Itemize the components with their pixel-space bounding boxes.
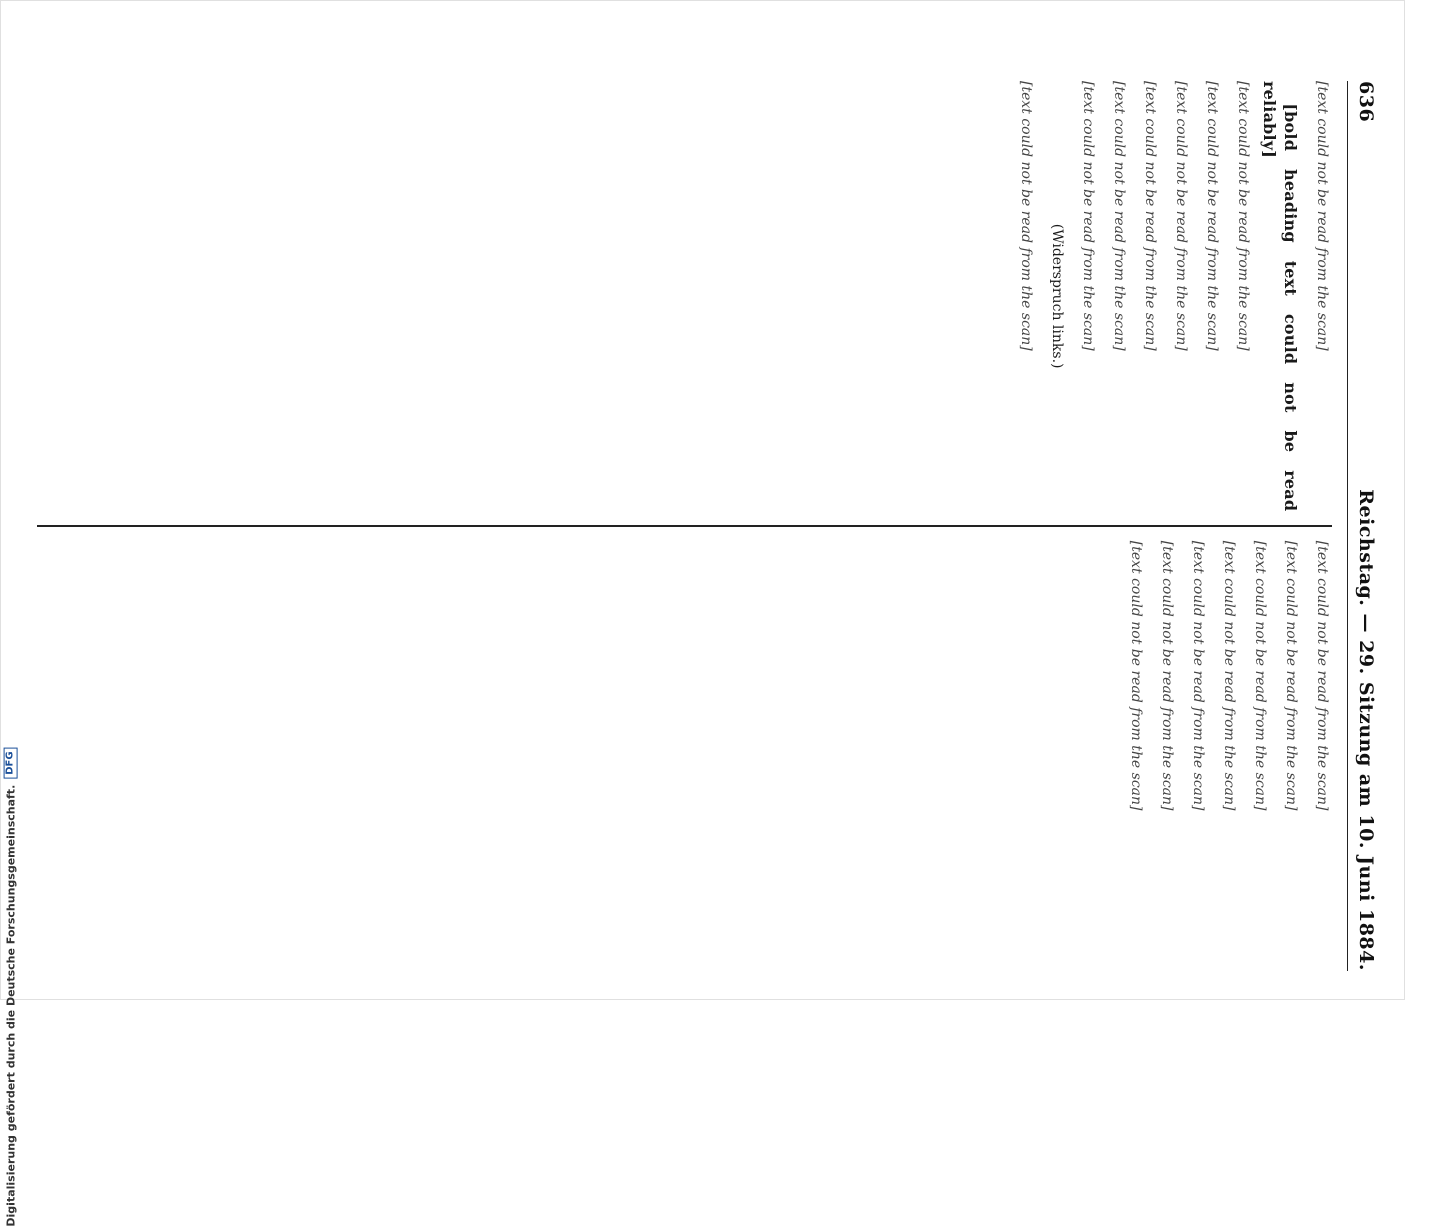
page-header bbox=[1347, 81, 1384, 971]
column-divider bbox=[37, 525, 1332, 527]
digitization-credit-inner bbox=[4, 747, 18, 1226]
paragraph-block-unreadable: [text could not be read from the scan] bbox=[1235, 81, 1251, 351]
paragraph-block-unreadable: [text could not be read from the scan] bbox=[1221, 540, 1237, 811]
right-column bbox=[37, 541, 1332, 971]
paragraph-block-unreadable: [text could not be read from the scan] bbox=[1204, 81, 1220, 351]
paragraph-block-unreadable: [text could not be read from the scan] bbox=[1173, 81, 1189, 351]
page-number: 636 bbox=[1355, 81, 1377, 123]
paragraph-unreadable: [text could not be read from the scan] bbox=[1314, 81, 1330, 351]
paragraph-block-unreadable: [text could not be read from the scan] bbox=[1314, 540, 1330, 811]
paragraph-block-unreadable: [text could not be read from the scan] bbox=[1018, 81, 1034, 351]
paragraph-bold-heading: [bold heading text could not be read reliably] bbox=[1260, 81, 1300, 512]
interjection: (Widerspruch links.) bbox=[1049, 223, 1065, 369]
paragraph-block-unreadable: [text could not be read from the scan] bbox=[1283, 540, 1299, 811]
digitization-credit bbox=[0, 594, 22, 1227]
paragraph-block-unreadable: [text could not be read from the scan] bbox=[1111, 81, 1127, 351]
paragraph-block-unreadable: [text could not be read from the scan] bbox=[1159, 540, 1175, 811]
paragraph-block-unreadable: [text could not be read from the scan] bbox=[1190, 540, 1206, 811]
paragraph-block-unreadable: [text could not be read from the scan] bbox=[1142, 81, 1158, 351]
running-head: Reichstag. — 29. Sitzung am 10. Juni 1884. bbox=[1355, 489, 1377, 971]
left-column bbox=[37, 81, 1332, 511]
paragraph-block-unreadable: [text could not be read from the scan] bbox=[1128, 540, 1144, 811]
paragraph-block-unreadable: [text could not be read from the scan] bbox=[1252, 540, 1268, 811]
paragraph-block-unreadable: [text could not be read from the scan] bbox=[1080, 81, 1096, 351]
two-column-body bbox=[37, 81, 1332, 971]
dfg-logo-icon: DFG bbox=[4, 747, 18, 778]
credit-text: Digitalisierung gefördert durch die Deutsche Forschungsgemeinschaft. bbox=[4, 784, 18, 1227]
